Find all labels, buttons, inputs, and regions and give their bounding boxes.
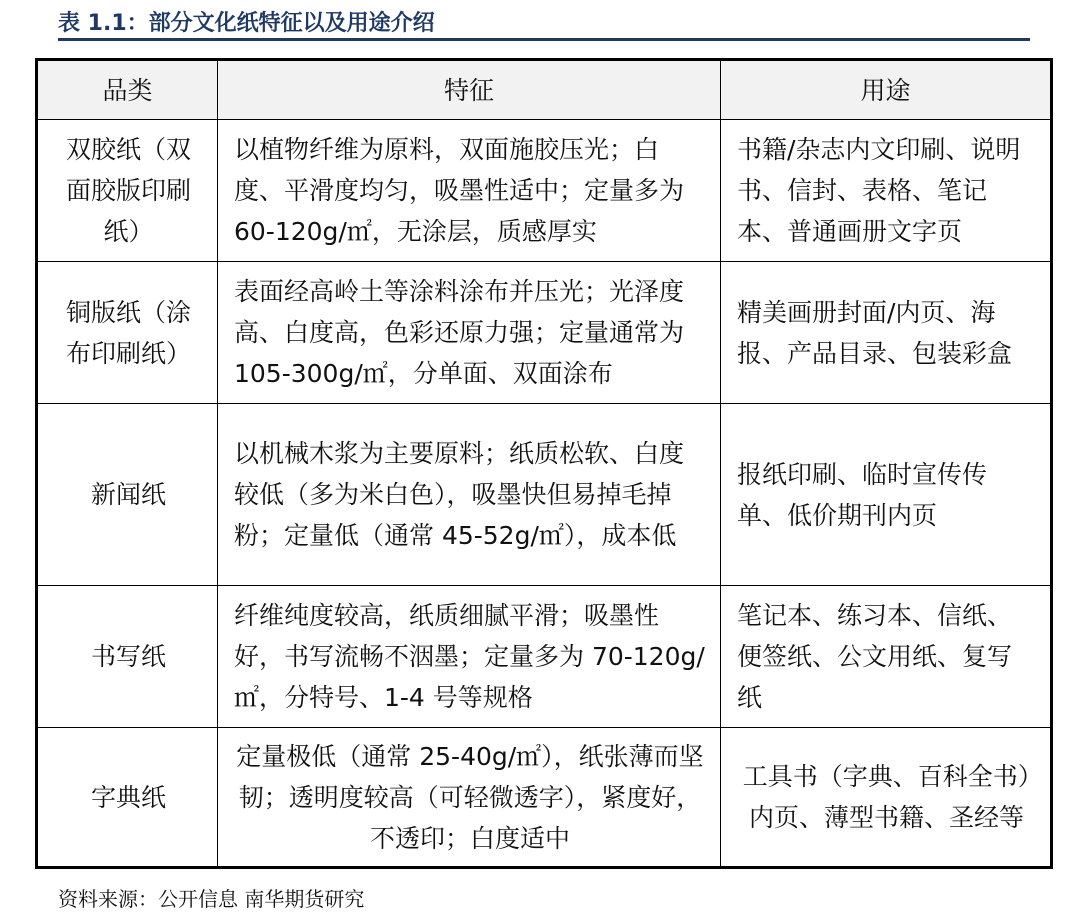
- source-note: 资料来源：公开信息 南华期货研究: [58, 887, 365, 911]
- uses-cell: 书籍/杂志内文印刷、说明书、信封、表格、笔记本、普通画册文字页: [721, 120, 1052, 262]
- table-row: [37, 728, 1052, 868]
- header-category: 品类: [37, 60, 218, 120]
- uses-cell: 工具书（字典、百科全书）内页、薄型书籍、圣经等: [721, 728, 1052, 868]
- category-cell: 双胶纸（双面胶版印刷纸）: [37, 120, 218, 262]
- table-caption: 表 1.1：部分文化纸特征以及用途介绍: [58, 11, 435, 36]
- table-row: [37, 586, 1052, 728]
- features-cell: 纤维纯度较高，纸质细腻平滑；吸墨性好，书写流畅不洇墨；定量多为 70-120g/㎡，分特号、1-4 号等规格: [218, 586, 721, 728]
- category-cell: 书写纸: [37, 586, 218, 728]
- table-row: [37, 404, 1052, 586]
- uses-cell: 笔记本、练习本、信纸、便签纸、公文用纸、复写纸: [721, 586, 1052, 728]
- uses-cell: 精美画册封面/内页、海报、产品目录、包装彩盒: [721, 262, 1052, 404]
- paper-types-table: [35, 58, 1053, 869]
- table-row: [37, 120, 1052, 262]
- table-row: [37, 262, 1052, 404]
- caption-underline: [58, 38, 1030, 41]
- category-cell: 铜版纸（涂布印刷纸）: [37, 262, 218, 404]
- uses-cell: 报纸印刷、临时宣传传单、低价期刊内页: [721, 404, 1052, 586]
- features-cell: 以植物纤维为原料，双面施胶压光；白度、平滑度均匀，吸墨性适中；定量多为 60-120g/㎡，无涂层，质感厚实: [218, 120, 721, 262]
- header-uses: 用途: [721, 60, 1052, 120]
- features-cell: 定量极低（通常 25-40g/㎡），纸张薄而坚韧；透明度较高（可轻微透字），紧度好，不透印；白度适中: [218, 728, 721, 868]
- features-cell: 以机械木浆为主要原料；纸质松软、白度较低（多为米白色），吸墨快但易掉毛掉粉；定量低（通常 45-52g/㎡），成本低: [218, 404, 721, 586]
- category-cell: 新闻纸: [37, 404, 218, 586]
- category-cell: 字典纸: [37, 728, 218, 868]
- features-cell: 表面经高岭土等涂料涂布并压光；光泽度高、白度高，色彩还原力强；定量通常为 105-300g/㎡，分单面、双面涂布: [218, 262, 721, 404]
- header-features: 特征: [218, 60, 721, 120]
- table-header-row: [37, 60, 1052, 120]
